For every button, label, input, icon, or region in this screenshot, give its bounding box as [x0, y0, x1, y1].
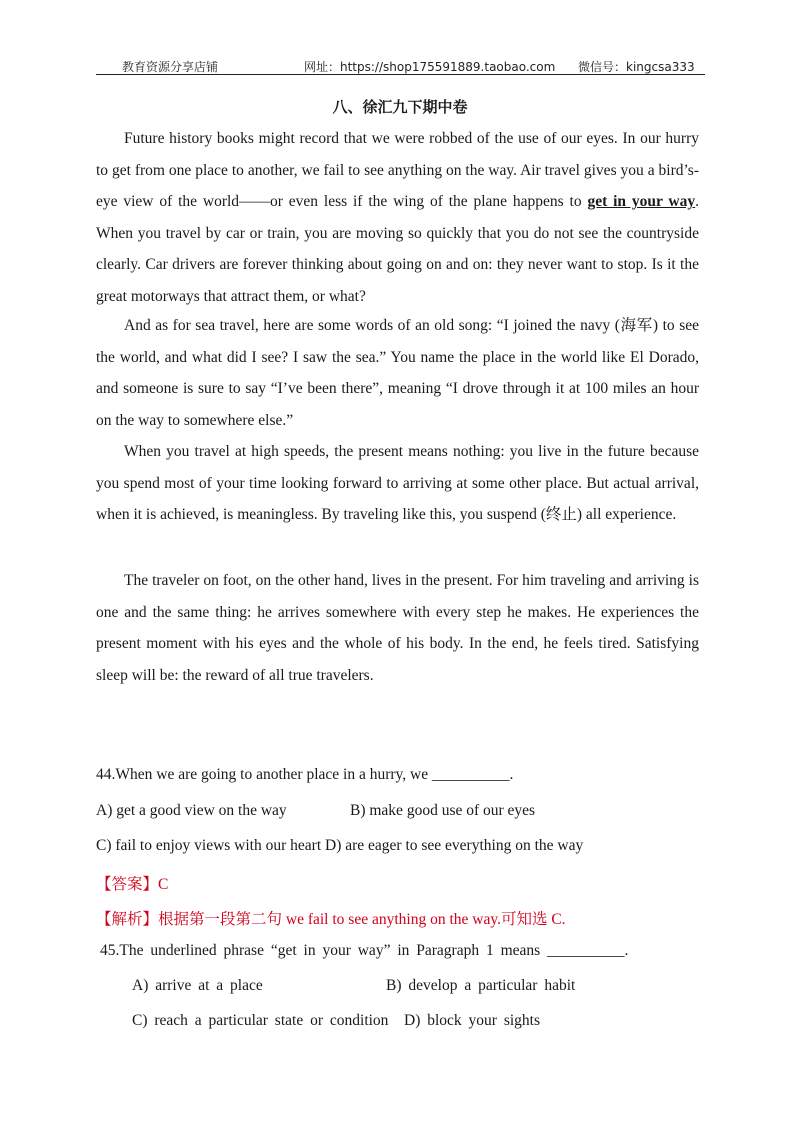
header-shop-name: 教育资源分享店铺: [122, 60, 219, 74]
q45-option-b: B) develop a particular habit: [386, 977, 576, 994]
passage-paragraph-2: And as for sea travel, here are some words of an old song: “I joined the navy (海军) to see the world, and what did I see? I saw the sea.” You name the place in the world like El Dorado, and someone is sure to say “I’ve been there”, meaning “I drove through it at 100 miles an hour on the way to somewhere else.”: [96, 317, 699, 429]
underlined-phrase: get in your way: [587, 193, 696, 211]
q44-answer: 【答案】C: [96, 876, 169, 893]
q45-option-c: C) reach a particular state or condition: [132, 1012, 389, 1029]
q44-option-a: A) get a good view on the way: [96, 802, 287, 819]
question-45: 45.The underlined phrase “get in your way” in Paragraph 1 means __________.: [100, 942, 629, 959]
passage-paragraph-1: [96, 123, 699, 313]
header-wechat: 微信号：kingcsa333: [578, 60, 695, 74]
q44-option-b: B) make good use of our eyes: [350, 802, 536, 819]
page-header: [96, 56, 705, 75]
header-website: 网址：https://shop175591889.taobao.com: [304, 60, 556, 74]
passage-paragraph-4: The traveler on foot, on the other hand, lives in the present. For him traveling and arriving is one and the same thing: he arrives somewhere with every step he makes. He experiences the present moment with his eyes and the whole of his body. In the end, he feels tired. Satisfying sleep will be: the reward of all true travelers.: [96, 572, 699, 684]
q45-option-a: A) arrive at a place: [132, 977, 263, 994]
q44-analysis: 【解析】根据第一段第二句 we fail to see anything on the way.可知选 C.: [96, 911, 566, 928]
q45-option-d: D) block your sights: [404, 1012, 541, 1029]
section-title: 八、徐汇九下期中卷: [332, 98, 468, 116]
question-44: 44.When we are going to another place in a hurry, we __________.: [96, 766, 514, 783]
q44-option-c-d: C) fail to enjoy views with our heart D) are eager to see everything on the way: [96, 837, 584, 854]
p1-text-before: Future history books might record that we were robbed of the use of our eyes. In our hurry to get from one place to another, we fail to see anything on the way. Air travel gives you a bird’s-eye view of the world——or even less if the wing of the plane happens to: [96, 130, 699, 211]
passage-paragraph-3: When you travel at high speeds, the present means nothing: you live in the future because you spend most of your time looking forward to arriving at some other place. But actual arrival, when it is achieved, is meaningless. By traveling like this, you suspend (终止) all experience.: [96, 443, 699, 524]
p1-text-after: . When you travel by car or train, you are moving so quickly that you do not see the countryside clearly. Car drivers are forever thinking about going on and on: they never want to stop. Is it the great motorways that attract them, or what?: [96, 193, 700, 305]
